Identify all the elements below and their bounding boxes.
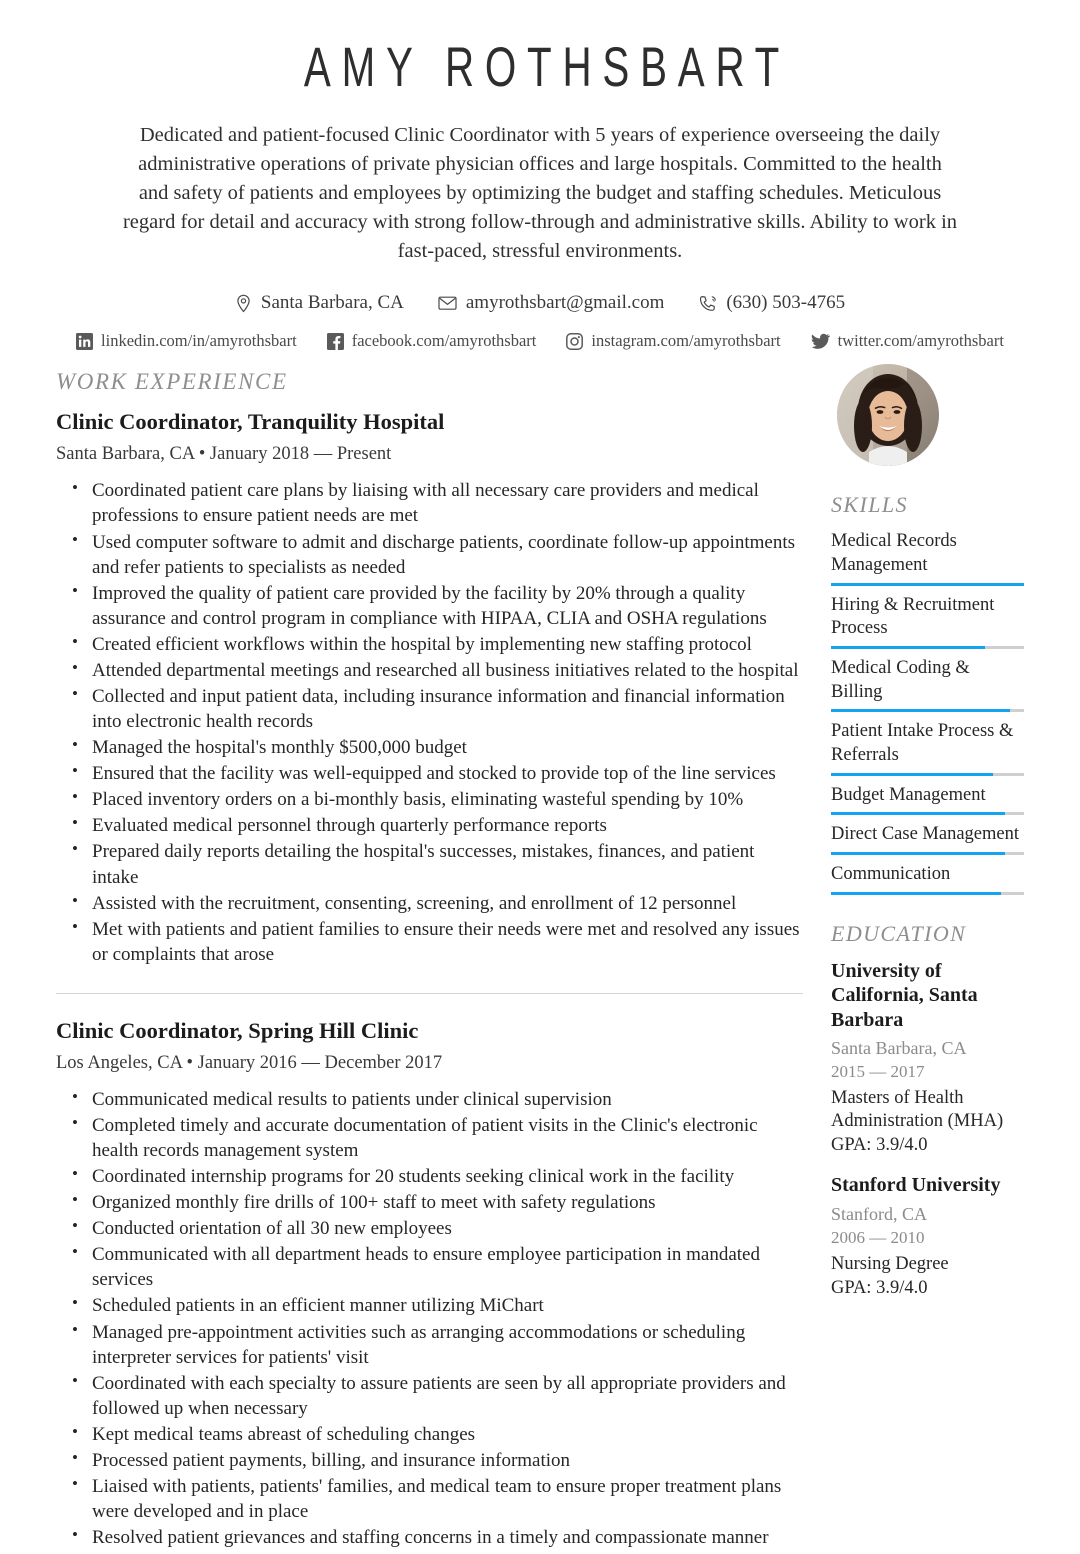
list-item: • Organized monthly fire drills of 100+ staff to meet with safety regulations [80, 1190, 803, 1215]
skill-item [831, 657, 1024, 712]
social-link-twitter[interactable] [811, 331, 1004, 351]
education-degree: Nursing Degree [831, 1253, 949, 1274]
skill-bar-fill [831, 773, 993, 776]
skill-item [831, 594, 1024, 649]
education-dates: 2015 — 2017 [831, 1062, 925, 1082]
facebook-icon [327, 333, 344, 350]
section-title-work-experience: WORK EXPERIENCE [56, 369, 288, 395]
skill-bar-track [831, 852, 1024, 855]
list-item: • Completed timely and accurate documentation of patient visits in the Clinic's electronic health records management system [80, 1113, 803, 1163]
job-bullet-list [56, 478, 803, 966]
skill-item [831, 530, 1024, 585]
skill-item [831, 784, 1024, 816]
professional-summary: Dedicated and patient-focused Clinic Coordinator with 5 years of experience overseeing the daily administrative operations of private physician offices and large hospitals. Committed to the health and safety of patients and employees by optimizing the budget and staffing schedules. Meticulous regard for detail and accuracy with strong follow-through and administrative skills. Ability to work in fast-paced, stressful environments. [122, 123, 958, 263]
list-item: • Improved the quality of patient care provided by the facility by 20% through a quality assurance and control program in compliance with HIPAA, CLIA and OSHA regulations [80, 581, 803, 631]
list-item: • Communicated medical results to patients under clinical supervision [80, 1087, 803, 1112]
skill-label: Hiring & Recruitment Process [831, 594, 995, 639]
skill-label: Budget Management [831, 784, 986, 805]
list-item: • Prepared daily reports detailing the hospital's successes, mistakes, finances, and patient intake [80, 839, 803, 889]
social-row [60, 331, 1020, 351]
education-dates: 2006 — 2010 [831, 1228, 925, 1248]
job-meta: Santa Barbara, CA • January 2018 — Present [56, 444, 392, 465]
resume-body [0, 351, 1080, 1554]
list-item: • Communicated with all department heads to ensure employee participation in mandated services [80, 1242, 803, 1292]
main-column [56, 363, 831, 1554]
skill-label: Medical Coding & Billing [831, 658, 970, 702]
sidebar-column [831, 363, 1024, 1315]
list-item: • Assisted with the recruitment, consenting, screening, and enrollment of 12 personnel [80, 891, 803, 916]
job-entry [56, 1018, 803, 1550]
skill-bar-track [831, 892, 1024, 895]
contact-phone[interactable] [698, 292, 845, 314]
education-school: University of California, Santa Barbara [831, 959, 978, 1031]
section-title-education: EDUCATION [831, 920, 967, 946]
skill-bar-track [831, 773, 1024, 776]
page-title: AMY ROTHSBART [303, 35, 791, 98]
skill-bar-fill [831, 892, 1001, 895]
contact-email[interactable] [438, 292, 664, 314]
job-entry [56, 409, 803, 966]
list-item: • Managed the hospital's monthly $500,000 budget [80, 735, 803, 760]
skill-bar-fill [831, 812, 1005, 815]
list-item: • Kept medical teams abreast of scheduling changes [80, 1422, 803, 1447]
list-item: • Used computer software to admit and discharge patients, coordinate follow-up appointments and refer patients to specialists as needed [80, 530, 803, 580]
job-title: Clinic Coordinator, Spring Hill Clinic [56, 1017, 419, 1043]
list-item: • Coordinated patient care plans by liaising with all necessary care providers and medical professions to ensure patient needs are met [80, 478, 803, 528]
job-meta: Los Angeles, CA • January 2016 — December 2017 [56, 1052, 443, 1073]
contact-location [235, 292, 404, 314]
education-school: Stanford University [831, 1174, 1001, 1197]
contact-email-text: amyrothsbart@gmail.com [465, 292, 665, 314]
list-item: • Evaluated medical personnel through quarterly performance reports [80, 813, 803, 838]
education-item [831, 1173, 1024, 1302]
job-bullet-list [56, 1087, 803, 1550]
list-item: • Coordinated internship programs for 20 students seeking clinical work in the facility [80, 1164, 803, 1189]
section-title-skills: SKILLS [831, 492, 908, 518]
social-link-facebook[interactable] [327, 331, 537, 351]
list-item: • Met with patients and patient families to ensure their needs were met and resolved any issues or complaints that arose [80, 917, 803, 967]
list-item: • Collected and input patient data, including insurance information and financial information into electronic health records [80, 684, 803, 734]
list-item: • Conducted orientation of all 30 new employees [80, 1216, 803, 1241]
skill-item [831, 720, 1024, 775]
avatar-photo [837, 364, 939, 466]
skill-bar-track [831, 709, 1024, 712]
contact-phone-text: (630) 503-4765 [726, 292, 846, 314]
education-location: Stanford, CA [831, 1203, 927, 1224]
resume-header [0, 0, 1080, 351]
list-item: • Placed inventory orders on a bi-monthly basis, eliminating wasteful spending by 10% [80, 787, 803, 812]
linkedin-icon [76, 333, 93, 350]
phone-icon [698, 294, 717, 313]
list-item: • Managed pre-appointment activities such as arranging accommodations or scheduling interpreter services for patients' visit [80, 1320, 803, 1370]
skill-bar-fill [831, 583, 1024, 586]
skill-item [831, 863, 1024, 895]
social-link-facebook-text: facebook.com/amyrothsbart [351, 331, 537, 351]
social-link-instagram[interactable] [566, 331, 780, 351]
skill-label: Communication [831, 864, 951, 885]
section-divider [56, 993, 803, 994]
contact-row [60, 292, 1020, 314]
social-link-linkedin-text: linkedin.com/in/amyrothsbart [101, 331, 297, 351]
social-link-twitter-text: twitter.com/amyrothsbart [837, 331, 1004, 351]
twitter-icon [811, 333, 830, 350]
list-item: • Liaised with patients, patients' families, and medical team to ensure proper treatment plans were developed and in place [80, 1474, 803, 1524]
skill-bar-track [831, 646, 1024, 649]
education-item [831, 959, 1024, 1160]
social-link-instagram-text: instagram.com/amyrothsbart [591, 331, 781, 351]
envelope-icon [438, 295, 457, 311]
education-gpa: GPA: 3.9/4.0 [831, 1277, 928, 1298]
social-link-linkedin[interactable] [76, 331, 297, 351]
skill-bar-track [831, 583, 1024, 586]
skill-label: Patient Intake Process & Referrals [831, 721, 1014, 766]
skill-item [831, 823, 1024, 855]
skill-bar-fill [831, 709, 1010, 712]
education-location: Santa Barbara, CA [831, 1037, 967, 1058]
list-item: • Resolved patient grievances and staffing concerns in a timely and compassionate manner [80, 1525, 803, 1550]
contact-location-text: Santa Barbara, CA [260, 292, 404, 314]
skill-label: Medical Records Management [831, 531, 957, 576]
avatar [837, 364, 939, 466]
skill-bar-fill [831, 852, 1005, 855]
skill-label: Direct Case Management [831, 824, 1020, 845]
education-degree: Masters of Health Administration (MHA) [831, 1088, 1004, 1132]
list-item: • Scheduled patients in an efficient manner utilizing MiChart [80, 1293, 803, 1318]
map-pin-icon [235, 294, 252, 313]
education-gpa: GPA: 3.9/4.0 [831, 1135, 928, 1156]
skill-bar-fill [831, 646, 985, 649]
list-item: • Coordinated with each specialty to assure patients are seen by all appropriate providers and followed up when necessary [80, 1371, 803, 1421]
list-item: • Attended departmental meetings and researched all business initiatives related to the hospital [80, 658, 803, 683]
job-title: Clinic Coordinator, Tranquility Hospital [56, 409, 445, 435]
instagram-icon [566, 333, 583, 350]
skill-bar-track [831, 812, 1024, 815]
list-item: • Ensured that the facility was well-equipped and stocked to provide top of the line services [80, 761, 803, 786]
list-item: • Created efficient workflows within the hospital by implementing new staffing protocol [80, 632, 803, 657]
list-item: • Processed patient payments, billing, and insurance information [80, 1448, 803, 1473]
